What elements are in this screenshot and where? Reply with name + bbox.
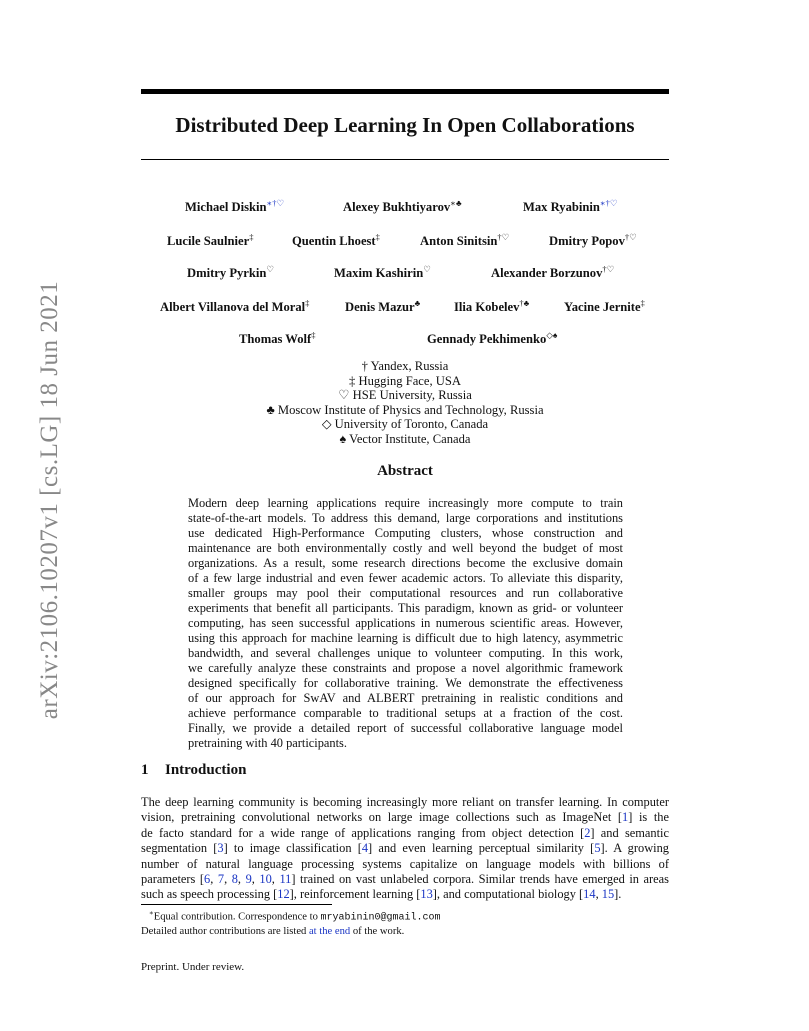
- citation-link[interactable]: 13: [420, 887, 433, 902]
- intro-line: [141, 887, 669, 902]
- affiliations: [141, 359, 669, 447]
- intro-text: ,: [210, 871, 218, 886]
- author-row-3: [141, 264, 669, 284]
- intro-text: parameters [: [141, 871, 205, 886]
- abstract-line: Modern deep learning applications require increasingly more compute to train: [188, 496, 623, 510]
- intro-text: ], reinforcement learning [: [289, 887, 421, 902]
- affiliation: ◇ University of Toronto, Canada: [321, 417, 489, 432]
- footnote-rule: [141, 904, 332, 905]
- citation-link[interactable]: 1: [622, 810, 629, 825]
- affiliation: † Yandex, Russia: [361, 359, 449, 373]
- paper-title: Distributed Deep Learning In Open Collaborations: [175, 113, 635, 137]
- author-row-1: [141, 198, 669, 218]
- author: Alexander Borzunov†♡: [491, 264, 615, 280]
- intro-text: segmentation [: [141, 841, 218, 856]
- section-title: Introduction: [165, 762, 247, 778]
- citation-link[interactable]: 14: [583, 887, 596, 902]
- abstract-body: [188, 496, 623, 751]
- intro-line: [141, 810, 669, 825]
- title-bottom-rule: [141, 159, 669, 160]
- affiliation: ♠ Vector Institute, Canada: [339, 431, 471, 446]
- citation-link[interactable]: 10: [259, 871, 272, 886]
- affiliation: ♣ Moscow Institute of Physics and Technology, Russia: [266, 402, 544, 417]
- abstract-line: achieve performance comparable to traditional setups at a fraction of the cost.: [188, 706, 623, 720]
- abstract-line: state-of-the-art models. To address this demand, large corporations and institutions: [188, 511, 623, 525]
- author: Alexey Bukhtiyarov∗♣: [343, 198, 462, 214]
- intro-text: ,: [224, 871, 232, 886]
- author-row-4: [141, 298, 669, 318]
- intro-text: The deep learning community is becoming increasingly more reliant on transfer learning. In computer: [141, 795, 669, 809]
- abstract-heading: Abstract: [377, 463, 433, 479]
- citation-link[interactable]: 6: [204, 871, 211, 886]
- citation-link[interactable]: 2: [584, 825, 591, 840]
- abstract-line: experiments that benefit all participants. This paradigm, known as grid- or volunteer: [188, 601, 623, 615]
- citation-link[interactable]: 9: [245, 871, 252, 886]
- author: Maxim Kashirin♡: [334, 264, 431, 280]
- abstract-line: computing, has seen successful applications in numerous scientific areas. However,: [188, 616, 623, 630]
- author: Albert Villanova del Moral‡: [160, 298, 310, 314]
- intro-text: ] trained on vast unlabeled corpora. Similar trends have emerged in areas: [291, 871, 669, 886]
- citation-link[interactable]: 12: [277, 887, 290, 902]
- title-top-rule: [141, 89, 669, 94]
- intro-text: ], and computational biology [: [432, 887, 584, 902]
- contributions-link[interactable]: at the end: [308, 926, 351, 938]
- section-heading: [141, 762, 246, 779]
- intro-text: de facto standard for a wide range of applications ranging from object detection [: [141, 825, 585, 840]
- author: Ilia Kobelev†♣: [454, 298, 530, 314]
- intro-text: vision, pretraining convolutional networks on large image collections such as ImageNet [: [141, 810, 623, 825]
- intro-text: ] to image classification [: [223, 841, 362, 856]
- intro-text: ,: [251, 871, 260, 886]
- intro-text: ] is the: [628, 810, 669, 825]
- author: Max Ryabinin∗†♡: [523, 198, 618, 214]
- citation-link[interactable]: 7: [217, 871, 225, 886]
- author: Denis Mazur♣: [345, 298, 421, 314]
- citation-link[interactable]: 11: [279, 871, 292, 886]
- preprint-notice: Preprint. Under review.: [141, 961, 245, 973]
- intro-text: ] and semantic: [590, 825, 669, 840]
- introduction-body: [141, 795, 669, 903]
- author-row-2: [141, 232, 669, 252]
- abstract-line: using this approach for machine learning is difficult due to high latency, asymmetric: [188, 631, 623, 645]
- intro-line: [141, 826, 669, 841]
- citation-link[interactable]: 5: [594, 841, 601, 856]
- abstract-line: smaller groups may pool their computational resources and run collaborative: [188, 586, 623, 600]
- affiliation: ‡ Hugging Face, USA: [349, 373, 461, 388]
- citation-link[interactable]: 3: [217, 841, 224, 856]
- author: Dmitry Popov†♡: [549, 232, 637, 248]
- intro-line: [141, 872, 669, 887]
- abstract-line: of our approach for SwAV and ALBERT pretraining in realistic conditions and: [188, 691, 623, 705]
- citation-link[interactable]: 4: [361, 841, 369, 856]
- intro-text: ,: [271, 871, 280, 886]
- author: Gennady Pekhimenko◇♠: [427, 330, 558, 346]
- intro-text: ,: [595, 887, 602, 902]
- abstract-line: pretraining with 40 participants.: [188, 736, 347, 750]
- intro-text: such as speech processing [: [141, 887, 278, 902]
- author: Yacine Jernite‡: [564, 298, 645, 314]
- author: Quentin Lhoest‡: [292, 232, 380, 248]
- section-number: 1: [141, 762, 149, 778]
- abstract-line: designed specifically for collaborative training. We demonstrate the effectiveness: [188, 676, 623, 690]
- affiliation: ♡ HSE University, Russia: [338, 388, 472, 403]
- author-row-5: [141, 330, 669, 350]
- intro-text: ] and even learning perceptual similarity [: [368, 841, 595, 856]
- author: Dmitry Pyrkin♡: [187, 264, 275, 280]
- abstract-line: use dedicated High-Performance Computing clusters, whose construction and: [188, 526, 623, 540]
- citation-link[interactable]: 15: [601, 887, 615, 902]
- intro-text: ]. A growing: [600, 841, 669, 856]
- author: Michael Diskin∗†♡: [185, 198, 285, 214]
- intro-line: [141, 795, 669, 810]
- abstract-line: of a few large industrial and even fewer academic actors. To alleviate this disparity,: [188, 571, 623, 585]
- intro-text: number of natural language processing systems capitalize on language models with billions of: [141, 856, 669, 871]
- footnote-line: ∗Equal contribution. Correspondence to mryabinin0@gmail.com: [148, 909, 441, 924]
- intro-line: [141, 857, 669, 872]
- abstract-line: bandwidth, and several challenges unique to volunteer computing. In this work,: [188, 646, 623, 660]
- citation-link[interactable]: 8: [231, 871, 238, 886]
- abstract-line: maintenance are both environmentally costly and well beyond the budget of most: [188, 541, 623, 555]
- intro-text: ,: [237, 871, 246, 886]
- footnote: [141, 907, 441, 939]
- abstract-line: organizations. As a result, some research directions become the exclusive domain: [188, 556, 623, 570]
- author: Anton Sinitsin†♡: [420, 232, 510, 248]
- author: Lucile Saulnier‡: [167, 232, 254, 248]
- correspondence-email[interactable]: mryabinin0@gmail.com: [320, 912, 441, 924]
- author: Thomas Wolf‡: [239, 330, 316, 346]
- footnote-line: Detailed author contributions are listed at the end of the work.: [141, 926, 405, 938]
- intro-line: [141, 841, 669, 856]
- intro-text: ].: [614, 887, 622, 902]
- abstract-line: Finally, we provide a detailed report of successful collaborative language model: [188, 721, 623, 735]
- abstract-line: we carefully analyze these constraints and propose a novel algorithmic framework: [188, 661, 623, 675]
